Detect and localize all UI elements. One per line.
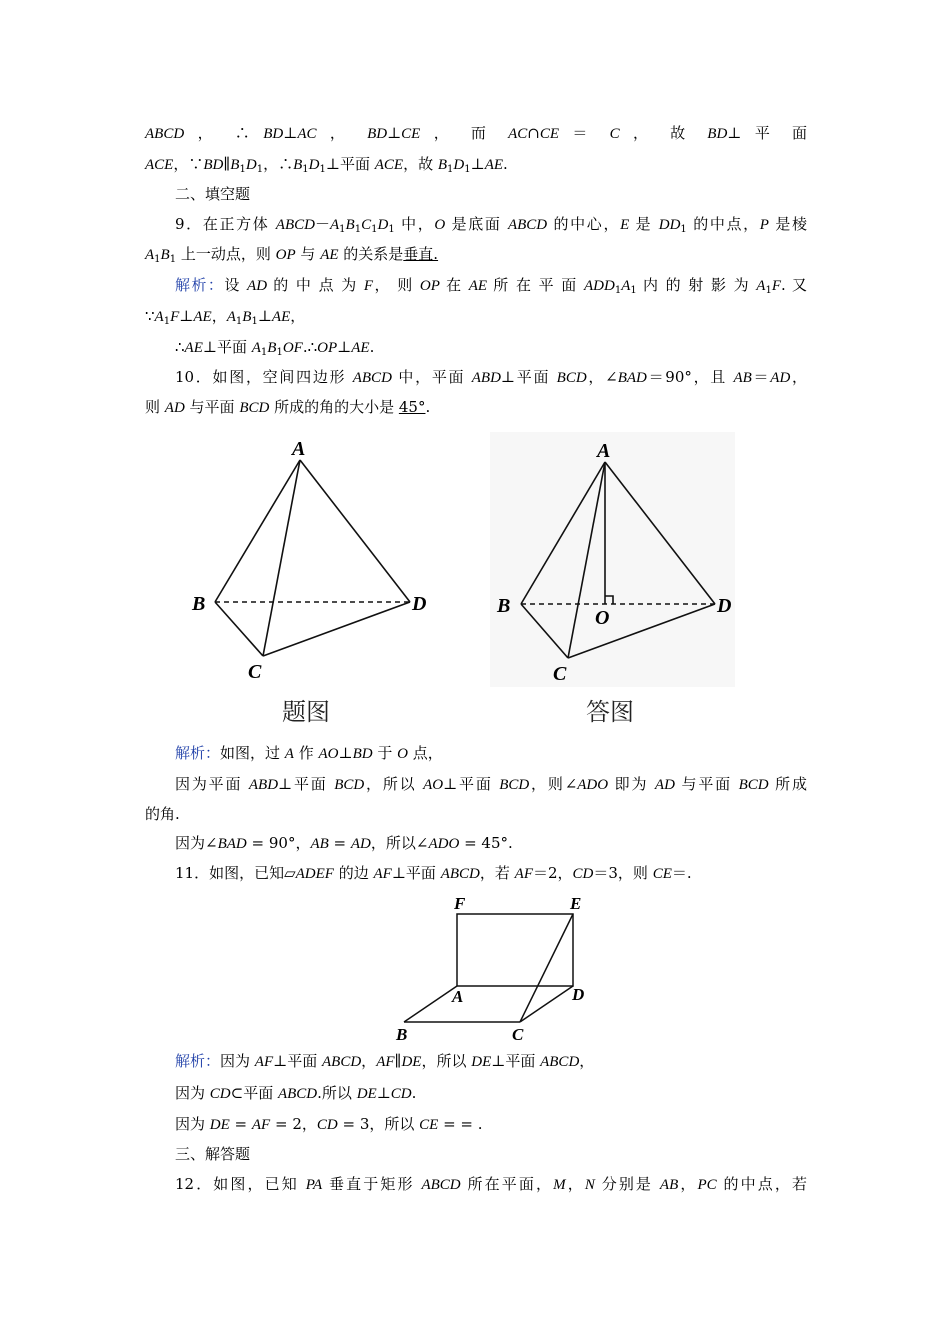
label-a: A [292,438,306,460]
edge-bc [521,604,568,658]
label-c: C [512,1025,524,1044]
edge-cd [263,602,410,656]
analysis-label: 解析： [175,276,225,294]
section-heading-answer: 三、解答题 [175,1145,251,1163]
analysis-10-line-3: 的角. [145,805,180,823]
question-9-line-1: 9．在正方体 $ABCD-A_1B_1C_1D_1$ 中，O 是底面 ABCD 的中心，E 是 $DD_1$ 的中点，P 是棱 [175,215,807,235]
edge-ce [520,914,573,1022]
figure-q10-problem [180,430,460,690]
analysis-11-line-3: 因为 DE = AF = 2，CD = 3，所以 CE = = . [175,1115,483,1133]
analysis-label: 解析： [175,744,221,762]
analysis-9-line-3: ∴AE⊥平面 $A_1B_1OF.\therefore OP\perp AE$. [175,338,375,358]
analysis-9-line-2: $\because A_1F\perp AE$，$A_1B_1\perp AE$， [145,307,306,327]
question-11-line-1: 11．如图，已知▱ADEF 的边 AF⊥平面 ABCD，若 AF＝2，CD＝3，则 CE＝. [175,864,692,882]
edge-ab [404,986,457,1022]
label-b: B [497,595,511,617]
label-a: A [597,440,611,462]
analysis-11-line-2: 因为 CD⊂平面 ABCD.所以 DE⊥CD. [175,1084,417,1102]
label-b: B [192,593,206,615]
caption-problem-figure: 题图 [282,698,330,726]
label-c: C [248,661,262,683]
analysis-10-line-1: 解析：如图，过 A 作 AO⊥BD 于 O 点， [175,744,443,762]
edge-ad [300,460,410,602]
label-f: F [454,894,466,913]
text-line-1: ABCD ， ∴ BD⊥AC ， BD⊥CE ， 而 AC∩CE ＝ C ， 故 BD⊥ 平 面 [145,124,807,142]
question-10-line-1: 10．如图，空间四边形 ABCD 中，平面 ABD⊥平面 BCD，∠BAD＝90°，且 AB＝AD， [175,368,807,386]
text-line-2: ACE，$\because BD\parallel B_1D_1$，$\therefore B_1D_1\perp$平面 ACE，故 $B_1D_1\perp AE$. [145,155,508,175]
figure-q11 [390,890,610,1050]
caption-answer-figure: 答图 [586,698,634,726]
analysis-label: 解析： [175,1052,221,1070]
label-d: D [717,595,732,617]
label-d: D [412,593,427,615]
figure-q10-answer [485,430,755,690]
answer-q10: 45° [398,398,426,416]
edge-bc [215,602,263,656]
label-b: B [396,1025,408,1044]
edge-cd [568,604,715,658]
label-d: D [572,985,585,1004]
question-10-line-2: 则 AD 与平面 BCD 所成的角的大小是 45°. [145,398,431,416]
edge-cd [520,986,573,1022]
analysis-9-line-1: 解析：设 AD 的 中 点 为 F， 则 OP 在 AE 所 在 平 面 $ADD_1A_1$ 内 的 射 影 为 $A_1F$. 又 [175,276,807,296]
label-e: E [570,894,582,913]
label-o: O [595,607,610,629]
right-angle-mark [605,596,613,604]
section-heading-fill-in: 二、填空题 [175,185,251,203]
analysis-11-line-1: 解析：因为 AF⊥平面 ABCD，AF∥DE，所以 DE⊥平面 ABCD， [175,1052,595,1070]
analysis-10-line-4: 因为∠BAD = 90°，AB = AD，所以∠ADO = 45°. [175,834,513,852]
label-a: A [452,987,464,1006]
question-9-line-2: $A_1B_1$ 上一动点，则 OP 与 AE 的关系是垂直. [145,245,439,265]
label-c: C [553,663,567,685]
edge-ad [605,462,715,604]
answer-q9: 垂直. [403,245,439,263]
analysis-10-line-2: 因为平面 ABD⊥平面 BCD，所以 AO⊥平面 BCD，则∠ADO 即为 AD 与平面 BCD 所成 [175,775,807,793]
question-12-line-1: 12．如图，已知 PA 垂直于矩形 ABCD 所在平面，M，N 分别是 AB，PC 的中点，若 [175,1175,807,1193]
